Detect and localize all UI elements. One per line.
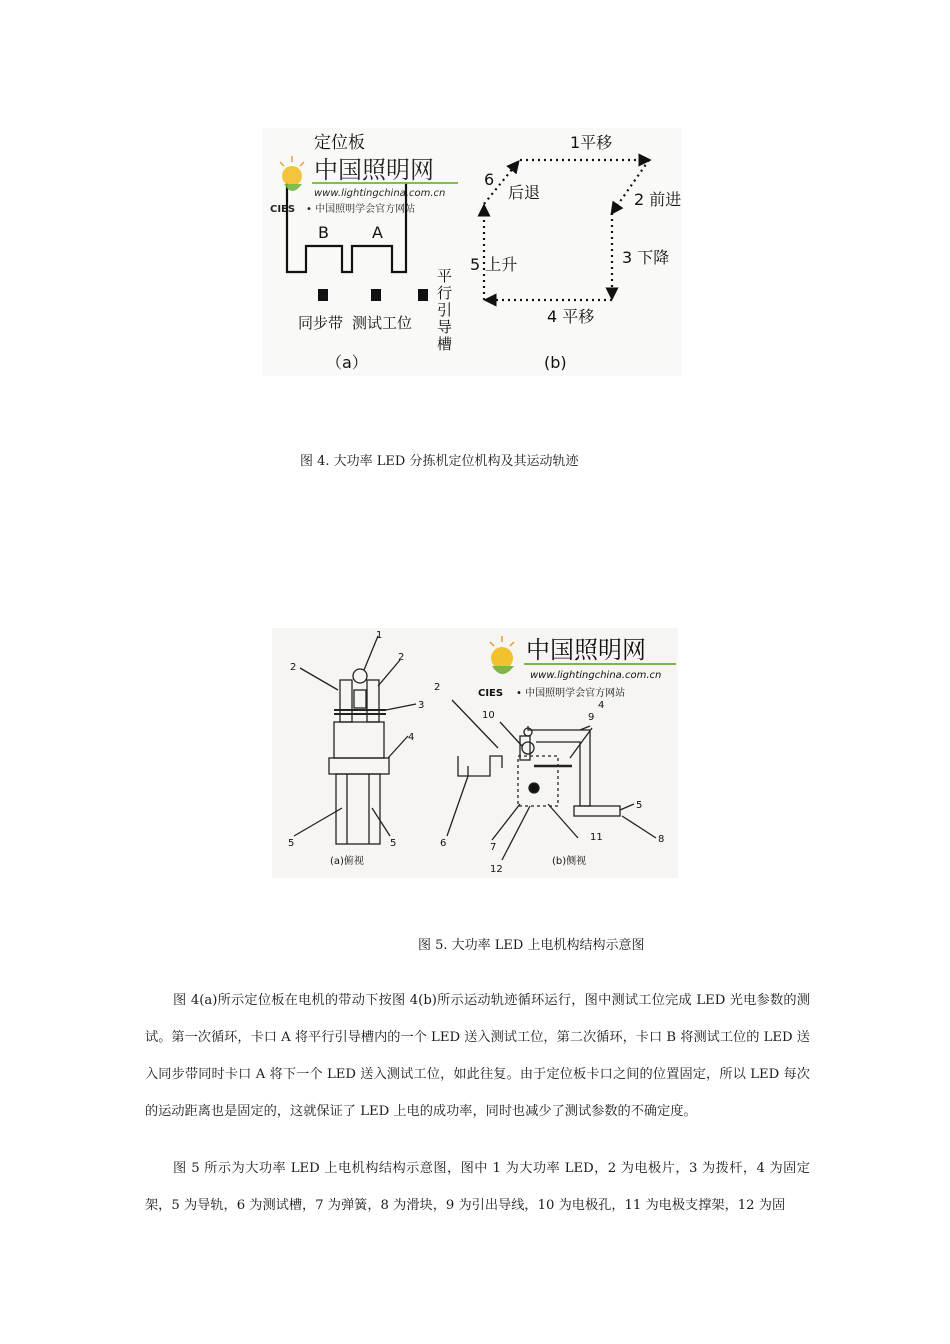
watermark-cies-2: CIES (478, 688, 504, 699)
paragraph-2-text: 图 5 所示为大功率 LED 上电机构结构示意图，图中 1 为大功率 LED，2 为电极片，3 为拨杆，4 为固定架，5 为导轨，6 为测试槽，7 为弹簧，8 为滑块，9 为引出导线，10 为电极孔，11 为电极支撑架，12 为固 (145, 1161, 810, 1213)
figure-4-drawing (262, 128, 682, 376)
num-4-b: 4 (598, 700, 605, 711)
sublabel-b: (b) (544, 353, 567, 372)
test-station-marker (371, 289, 381, 301)
num-5-b: 5 (636, 800, 643, 811)
guide-slot-marker (418, 289, 428, 301)
step4-label: 4 平移 (547, 307, 595, 326)
sublabel-side-view: (b)侧视 (552, 856, 587, 867)
watermark-cies: CIES (270, 204, 296, 215)
num-2-right: 2 (398, 652, 405, 663)
num-7: 7 (490, 842, 497, 853)
watermark-org: • 中国照明学会官方网站 (306, 204, 416, 215)
num-10: 10 (482, 710, 495, 721)
step5-label: 5 上升 (470, 255, 518, 274)
sync-band-label: 同步带 (298, 314, 344, 332)
figure-5-caption: 图 5. 大功率 LED 上电机构结构示意图 (418, 938, 645, 953)
figure-4 (262, 128, 682, 376)
step6-label: 后退 (508, 183, 541, 202)
sync-band-marker (318, 289, 328, 301)
num-3: 3 (418, 700, 425, 711)
num-6: 6 (440, 838, 447, 849)
step3-label: 3 下降 (622, 248, 670, 267)
num-2-left: 2 (290, 662, 297, 673)
figure-5-drawing (272, 628, 678, 878)
test-station-label: 测试工位 (352, 314, 413, 332)
watermark-url-2: www.lightingchina.com.cn (530, 670, 662, 681)
body-paragraph-2 (145, 1150, 810, 1224)
num-2-b: 2 (434, 682, 441, 693)
guide-slot-label: 平行引导槽 (435, 268, 453, 353)
num-11: 11 (590, 832, 603, 843)
step2-label: 2 前进 (634, 190, 682, 209)
card-a-label: A (372, 223, 383, 242)
num-9: 9 (588, 712, 595, 723)
board-label: 定位板 (314, 133, 365, 153)
figure-4-caption: 图 4. 大功率 LED 分拣机定位机构及其运动轨迹 (300, 454, 579, 469)
sublabel-a: （a） (326, 353, 368, 372)
num-4-a: 4 (408, 732, 415, 743)
num-5-a-right: 5 (390, 838, 397, 849)
num-1: 1 (376, 630, 383, 641)
watermark-brand-2: 中国照明网 (526, 636, 646, 664)
paragraph-1-text: 图 4(a)所示定位板在电机的带动下按图 4(b)所示运动轨迹循环运行，图中测试工位完成 LED 光电参数的测试。第一次循环，卡口 A 将平行引导槽内的一个 LED 送入测试工位，第二次循环，卡口 B 将测试工位的 LED 送入同步带同时卡口 A 将下一个 LED 送入测试工位，如此往复。由于定位板卡口之间的位置固定，所以 LED 每次的运动距离也是固定的，这就保证了 LED 上电的成功率，同时也减少了测试参数的不确定度。 (145, 993, 810, 1119)
figure-5 (272, 628, 678, 878)
num-5-a-left: 5 (288, 838, 295, 849)
body-paragraph-1 (145, 982, 810, 1130)
sublabel-top-view: (a)俯视 (330, 856, 364, 867)
watermark-brand: 中国照明网 (314, 156, 434, 184)
card-b-label: B (318, 223, 329, 242)
watermark-url: www.lightingchina.com.cn (314, 188, 446, 199)
num-8: 8 (658, 834, 665, 845)
step6-number: 6 (484, 170, 495, 189)
step1-label: 1平移 (570, 133, 613, 152)
watermark-org-2: • 中国照明学会官方网站 (516, 688, 626, 699)
num-12: 12 (490, 864, 503, 875)
